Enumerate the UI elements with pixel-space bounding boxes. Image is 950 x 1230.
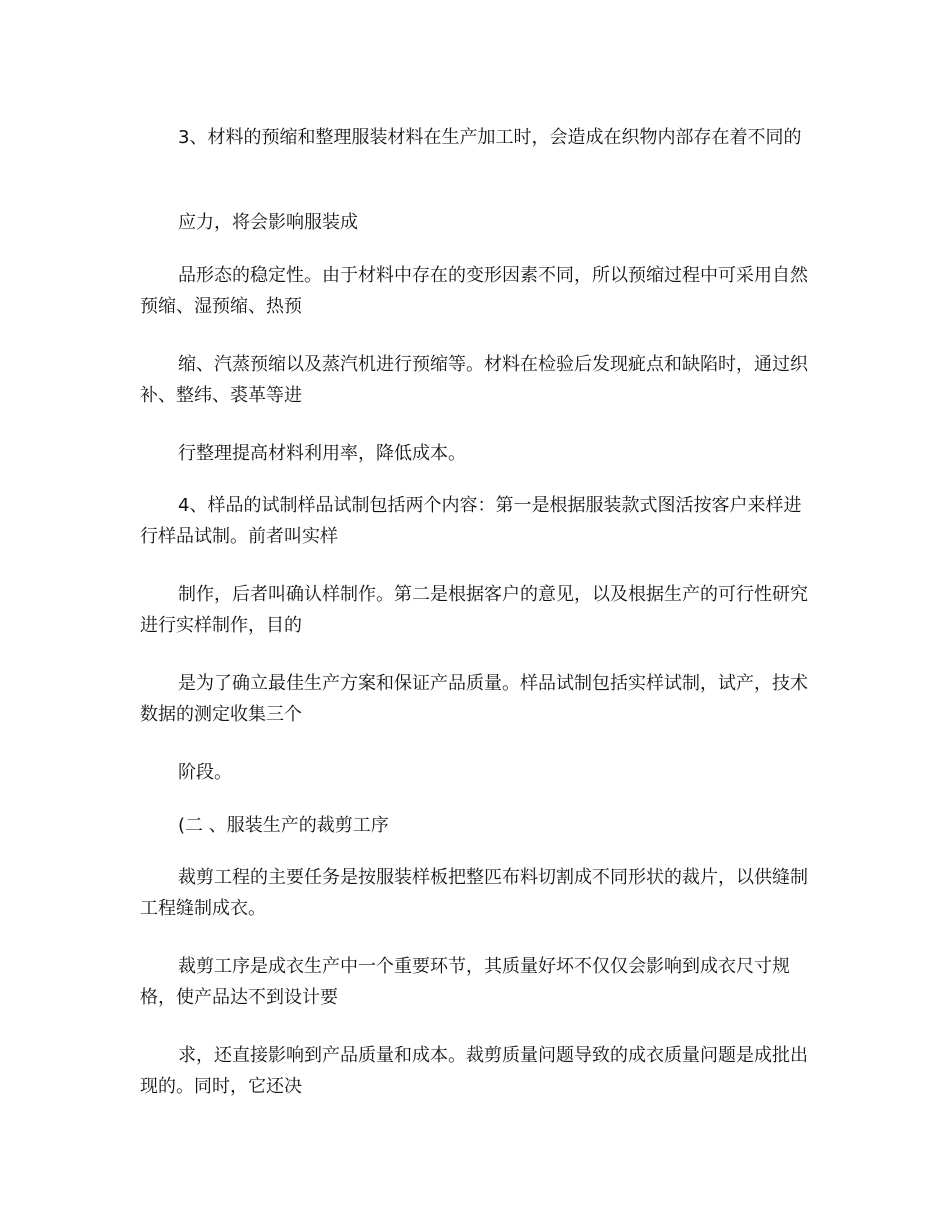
section-heading-cutting: (二 、服装生产的裁剪工序: [178, 815, 389, 836]
paragraph-stress: 应力，将会影响服装成: [178, 212, 358, 233]
paragraph-cutting-task: 裁剪工程的主要任务是按服装样板把整匹布料切割成不同形状的裁片，以供缝制工程缝制成衣。: [140, 867, 808, 919]
paragraph-shape-stability: 品形态的稳定性。由于材料中存在的变形因素不同，所以预缩过程中可采用自然预缩、湿预缩、热预: [140, 265, 808, 317]
paragraph-stages: 阶段。: [178, 762, 232, 783]
paragraph-confirm-sample: 制作，后者叫确认样制作。第二是根据客户的意见，以及根据生产的可行性研究进行实样制作，目的: [140, 584, 808, 636]
paragraph-steam-preshrink: 缩、汽蒸预缩以及蒸汽机进行预缩等。材料在检验后发现疵点和缺陷时，通过织补、整纬、裘革等进: [140, 354, 808, 406]
paragraph-cutting-quality: 求，还直接影响到产品质量和成本。裁剪质量问题导致的成衣质量问题是成批出现的。同时，它还决: [140, 1045, 808, 1097]
paragraph-sample-trial: 4、样品的试制样品试制包括两个内容：第一是根据服装款式图活按客户来样进行样品试制。前者叫实样: [140, 495, 802, 547]
paragraph-production-plan: 是为了确立最佳生产方案和保证产品质量。样品试制包括实样试制，试产，技术数据的测定收集三个: [140, 673, 808, 725]
paragraph-material-preshrink: 3、材料的预缩和整理服装材料在生产加工时，会造成在织物内部存在着不同的: [178, 127, 802, 148]
paragraph-cutting-importance: 裁剪工序是成衣生产中一个重要环节，其质量好坏不仅仅会影响到成衣尺寸规格，使产品达不到设计要: [140, 956, 790, 1008]
paragraph-utilization: 行整理提高材料利用率，降低成本。: [178, 443, 466, 464]
